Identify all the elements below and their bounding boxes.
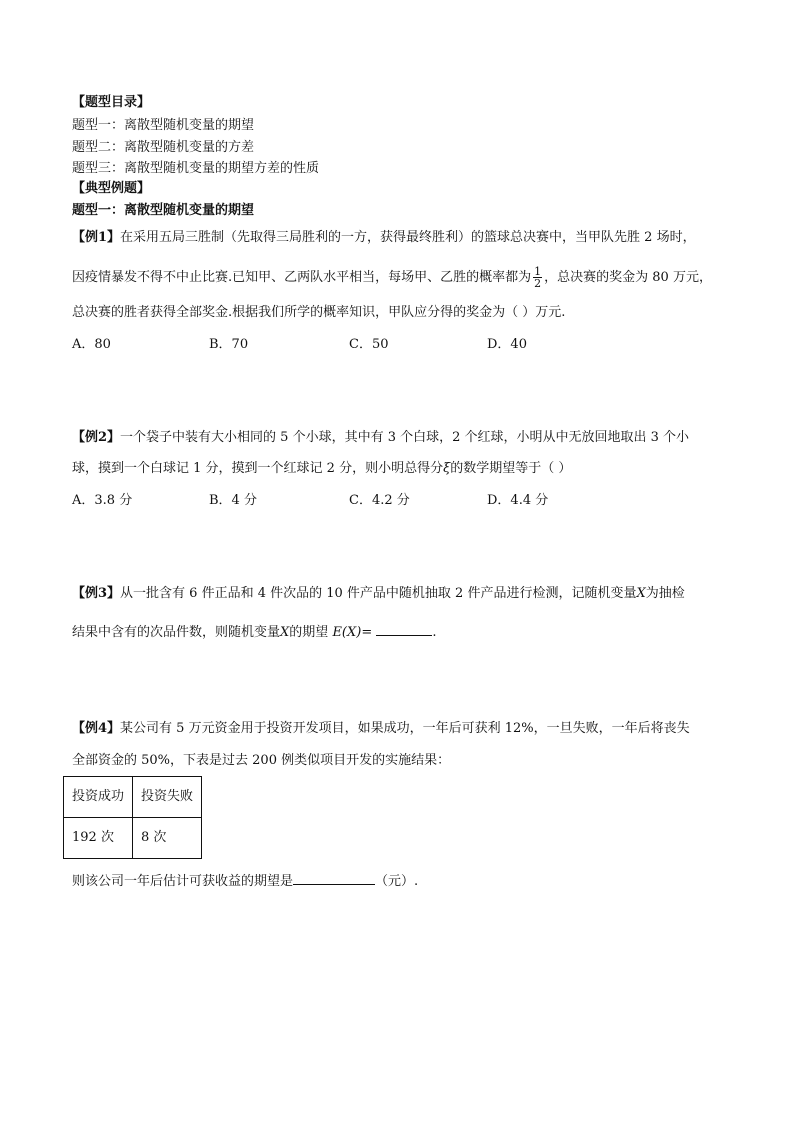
ex2-option-d: D．4.4 分	[487, 493, 549, 508]
ex4-line3: 则该公司一年后估计可获收益的期望是 （元）.	[72, 874, 419, 889]
toc-item-2: 题型二：离散型随机变量的方差	[72, 140, 255, 155]
investment-table	[63, 776, 202, 859]
toc-item-1: 题型一：离散型随机变量的期望	[72, 118, 255, 133]
ex2-option-c: C．4.2 分	[349, 493, 410, 508]
answer-blank-ex4[interactable]	[293, 872, 375, 885]
xi-symbol: ξ	[443, 461, 451, 476]
ex2-label: 【例2】	[72, 430, 121, 445]
ex1-line2: 因疫情暴发不得不中止比赛.已知甲、乙两队水平相当，每场甲、乙胜的概率都为 $\frac{1}{2}$ ，总决赛的奖金为 80 万元，	[72, 265, 712, 290]
section1-title: 题型一：离散型随机变量的期望	[72, 203, 255, 218]
ex1-option-d: D．40	[487, 337, 527, 352]
answer-blank-ex3[interactable]	[376, 623, 432, 636]
table-row	[64, 818, 202, 859]
ex1-line1: 【例1】在采用五局三胜制（先取得三局胜利的一方，获得最终胜利）的篮球总决赛中，当甲队先胜 2 场时，	[72, 230, 696, 245]
ex2-line2: 球，摸到一个白球记 1 分，摸到一个红球记 2 分，则小明总得分ξ的数学期望等于（ ）	[72, 461, 572, 476]
ex1-label: 【例1】	[72, 230, 121, 245]
expectation-symbol: E(X)	[332, 625, 362, 640]
ex3-line2: 结果中含有的次品件数，则随机变量X的期望 E(X)= .	[72, 625, 437, 640]
toc-item-3: 题型三：离散型随机变量的期望方差的性质	[72, 161, 320, 176]
ex4-label: 【例4】	[72, 721, 121, 736]
ex1-option-b: B．70	[209, 337, 249, 352]
ex3-label: 【例3】	[72, 586, 121, 601]
ex4-line2: 全部资金的 50%，下表是过去 200 例类似项目开发的实施结果：	[72, 753, 451, 768]
table-cell-success: 192 次	[64, 818, 133, 859]
ex2-option-a: A．3.8 分	[72, 493, 133, 508]
var-x-2: X	[280, 625, 290, 640]
ex1-option-c: C．50	[349, 337, 389, 352]
ex2-option-b: B．4 分	[209, 493, 257, 508]
ex4-line1: 【例4】某公司有 5 万元资金用于投资开发项目，如果成功，一年后可获利 12%，一旦失败，一年后将丧失	[72, 721, 690, 736]
var-x: X	[636, 586, 646, 601]
table-header-success: 投资成功	[64, 777, 133, 818]
table-row	[64, 777, 202, 818]
table-header-failure: 投资失败	[133, 777, 202, 818]
ex1-line3: 总决赛的胜者获得全部奖金.根据我们所学的概率知识，甲队应分得的奖金为（ ）万元.	[72, 305, 566, 320]
ex1-fraction: $\frac{1}{2}$	[534, 265, 542, 290]
table-cell-failure: 8 次	[133, 818, 202, 859]
ex3-line1: 【例3】从一批含有 6 件正品和 4 件次品的 10 件产品中随机抽取 2 件产品进行检测，记随机变量X为抽检	[72, 586, 685, 601]
examples-heading: 【典型例题】	[72, 181, 151, 196]
ex2-line1: 【例2】一个袋子中装有大小相同的 5 个小球，其中有 3 个白球，2 个红球，小明从中无放回地取出 3 个小	[72, 430, 690, 445]
ex1-option-a: A．80	[72, 337, 111, 352]
toc-heading: 【题型目录】	[72, 95, 151, 110]
